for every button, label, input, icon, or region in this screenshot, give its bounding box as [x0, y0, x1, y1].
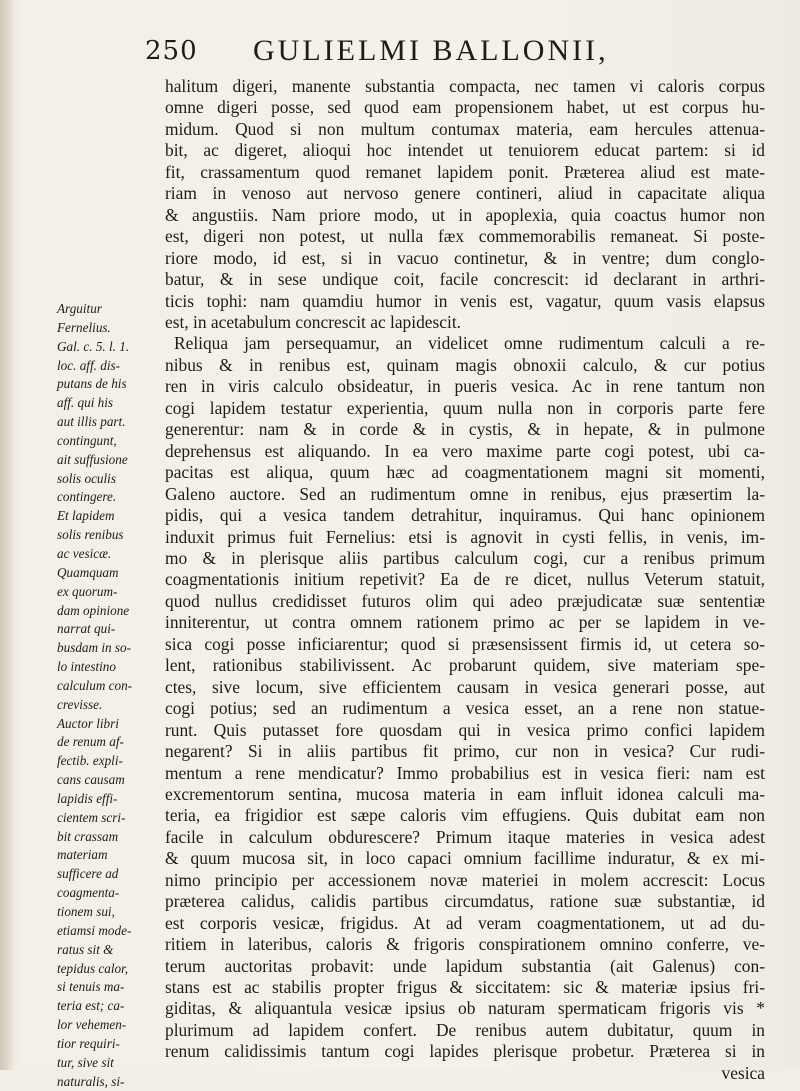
text-line: halitum digeri, manente substantia compacta, nec tamen vi caloris corpus [165, 76, 765, 96]
text-line: riore modo, id est, si in vacuo continetur, & in ventre; dum conglo- [165, 247, 765, 268]
text-line: plurimum ad lapidem confert. De renibus autem dubitatur, quum in [165, 1019, 765, 1040]
text-line: mentum a rene mendicatur? Immo probabilius est in vesica fieri: nam est [165, 762, 765, 783]
text-line: Reliqua jam persequamur, an videlicet omne rudimentum calculi a re- [174, 333, 765, 354]
margin-note-line: lor vehemen- [57, 1017, 127, 1033]
text-line: est corporis vesicæ, frigidus. At ad veram coagmentationem, ut ad du- [165, 912, 765, 933]
text-line: cogi lapidem testatur experientia, quum nulla non in corporis parte fere [165, 397, 765, 418]
margin-note-line: Et lapidem [57, 508, 115, 524]
margin-note-line: fectib. expli- [57, 753, 123, 769]
text-line: fit, crassamentum quod remanet lapidem ponit. Præterea aliud est mate- [165, 161, 765, 182]
margin-note-line: tepidus calor, [57, 960, 129, 976]
text-line: stans est ac stabilis propter frigus & siccitatem: sic & materiæ ipsius fri- [165, 977, 765, 998]
text-line: giditas, & aliquantula vesicæ ipsius ob naturam spermaticam frigoris vis * [165, 998, 765, 1019]
margin-note-line: de renum af- [57, 734, 124, 750]
text-line: mo & in plerisque aliis partibus calculum cogi, cur a renibus primum [165, 547, 765, 568]
text-line: omne digeri posse, sed quod eam propensionem habet, ut est corpus hu- [165, 97, 765, 118]
margin-note-line: calculum con- [57, 677, 133, 693]
text-line: sica cogi posse inficiarentur; quod si præsensissent firmis id, ut cetera so- [165, 633, 765, 654]
margin-note-line: Auctor libri [57, 715, 119, 731]
margin-note-line: Fernelius. [57, 319, 111, 335]
margin-note-line: sufficere ad [57, 866, 119, 882]
text-line: batur, & in sese undique coit, facile concrescit: id declarant in arthri- [165, 269, 765, 290]
text-line: præterea calidus, calidis partibus circumdatus, ratione suæ substantiæ, id [165, 891, 765, 912]
text-line: quod nullus credidisset futuros olim qui adeo præjudicatæ suæ sententiæ [165, 590, 765, 611]
margin-note-line: ex quorum- [57, 583, 118, 599]
text-line: Galeno auctore. Sed an rudimentum omne in renibus, ejus præsertim la- [165, 483, 765, 504]
text-line: ren in viris calculo obsideatur, in pueris vesica. Ac in rene tantum non [165, 376, 765, 397]
text-line: pacitas est aliqua, quum hæc ad coagmentationem magni sit momenti, [165, 462, 765, 483]
page-header [145, 28, 785, 72]
margin-note [57, 300, 157, 1091]
margin-note-line: contingere. [57, 489, 117, 505]
main-text-body [165, 76, 765, 1084]
text-line: est, digeri non potest, ut nulla fæx commemorabilis remaneat. Si poste- [165, 226, 765, 247]
text-line: ticis tophi: nam quamdiu humor in venis est, vagatur, quum vasis elapsus [165, 290, 765, 311]
margin-note-line: lapidis effi- [57, 790, 118, 806]
margin-note-line: teria est; ca- [57, 998, 125, 1014]
margin-note-line: aut illis part. [57, 414, 126, 430]
text-line: negarent? Si in aliis partibus fit primo, cur non in vesica? Cur rudi- [165, 741, 765, 762]
text-line: nibus & in renibus est, quinam magis obnoxii calculo, & cur potius [165, 354, 765, 375]
margin-note-line: loc. aff. dis- [57, 357, 121, 373]
margin-note-line: tionem sui, [57, 904, 115, 919]
margin-note-line: etiamsi mode- [57, 922, 132, 938]
margin-note-line: tur, sive sit [57, 1054, 114, 1070]
text-line: & quum mucosa sit, in loco capaci omnium facillime induratur, & ex mi- [165, 848, 765, 869]
margin-note-line: si tenuis ma- [57, 979, 125, 995]
text-line: ritiem in lateribus, caloris & frigoris conspirationem omnino conferre, ve- [165, 934, 765, 955]
text-line: midum. Quod si non multum contumax materia, eam hercules attenua- [165, 118, 765, 139]
text-line: excrementorum sentina, mucosa materia in eam influit idonea calculi ma- [165, 783, 765, 804]
margin-note-line: solis renibus [57, 527, 124, 543]
margin-note-line: ac vesicæ. [57, 545, 112, 561]
margin-note-line: contingunt, [57, 432, 117, 448]
text-line: deprehensus est aliquando. In ea vero maxime parte cogi potest, ubi ca- [165, 440, 765, 461]
text-line: nimo principio per accessionem novæ materiei in molem accrescit: Locus [165, 869, 765, 890]
text-line: renum calidissimis tantum cogi lapides plerisque probetur. Præterea si in [165, 1041, 765, 1062]
margin-note-line: narrat qui- [57, 621, 116, 637]
margin-note-line: solis oculis [57, 470, 116, 486]
margin-note-line: dam opinione [57, 602, 130, 618]
text-line: ctes, sive locum, sive efficientem causam in vesica generari posse, aut [165, 676, 765, 697]
text-line: cogi potius; sed an rudimentum a vesica esset, an a rene non statue- [165, 698, 765, 719]
margin-note-line: Arguitur [57, 301, 102, 316]
text-line: facile in calculum obdurescere? Primum itaque materies in vesica adest [165, 826, 765, 847]
margin-note-line: crevisse. [57, 696, 103, 712]
margin-note-line: naturalis, si- [57, 1073, 125, 1089]
text-line: generentur: nam & in corde & in cystis, & in hepate, & in pulmone [165, 419, 765, 440]
running-title: GULIELMI BALLONII, [253, 34, 609, 67]
page-number: 250 [145, 36, 198, 66]
margin-note-line: bit crassam [57, 828, 119, 844]
margin-note-line: Quamquam [57, 564, 119, 580]
margin-note-line: Gal. c. 5. l. 1. [57, 338, 130, 354]
page-gutter-shadow [0, 0, 14, 1070]
text-line: teria, ea frigidior est sæpe caloris vim effugiens. Quis dubitat eam non [165, 805, 765, 826]
text-line: terum auctoritas probavit: unde lapidum substantia (ait Galenus) con- [165, 955, 765, 976]
margin-note-line: materiam [57, 847, 108, 863]
text-line: est, in acetabulum concrescit ac lapidescit. [165, 311, 461, 332]
margin-note-line: aff. qui his [57, 395, 114, 411]
margin-note-line: busdam in so- [57, 640, 131, 656]
margin-note-line: cientem scri- [57, 809, 126, 825]
text-line: & angustiis. Nam priore modo, ut in apoplexia, quia coactus humor non [165, 204, 765, 225]
margin-note-line: ratus sit & [57, 941, 114, 957]
text-line: coagmentationis initium repetivit? Ea de re dicet, nullus Veterum statuit, [165, 569, 765, 590]
text-line: inniterentur, ut contra omnem rationem primo ac per se lapidem in ve- [165, 612, 765, 633]
text-line: riam in venoso aut nervoso genere contineri, aliud in capacitate aliqua [165, 183, 765, 204]
margin-note-line: cans causam [57, 772, 125, 788]
margin-note-line: tior requiri- [57, 1035, 120, 1051]
text-line: lent, rationibus stabilivissent. Ac probarunt quidem, sive materiam spe- [165, 655, 765, 676]
text-line: induxit primus fuit Fernelius: etsi is agnovit in cysti fellis, in venis, im- [165, 526, 765, 547]
margin-note-line: lo intestino [57, 659, 116, 675]
text-line: pidis, qui a vesica tandem detrahitur, inquiramus. Qui hanc opinionem [165, 505, 765, 526]
text-line: runt. Quis putasset fore quosdam qui in vesica primo confici lapidem [165, 719, 765, 740]
text-line: bit, ac digeret, alioqui hoc intendet ut tenuiorem educat partem: si id [165, 140, 765, 161]
text-line: vesica [721, 1062, 765, 1083]
margin-note-line: ait suffusione [57, 451, 128, 467]
margin-note-line: coagmenta- [57, 885, 120, 901]
margin-note-line: putans de his [57, 376, 127, 392]
